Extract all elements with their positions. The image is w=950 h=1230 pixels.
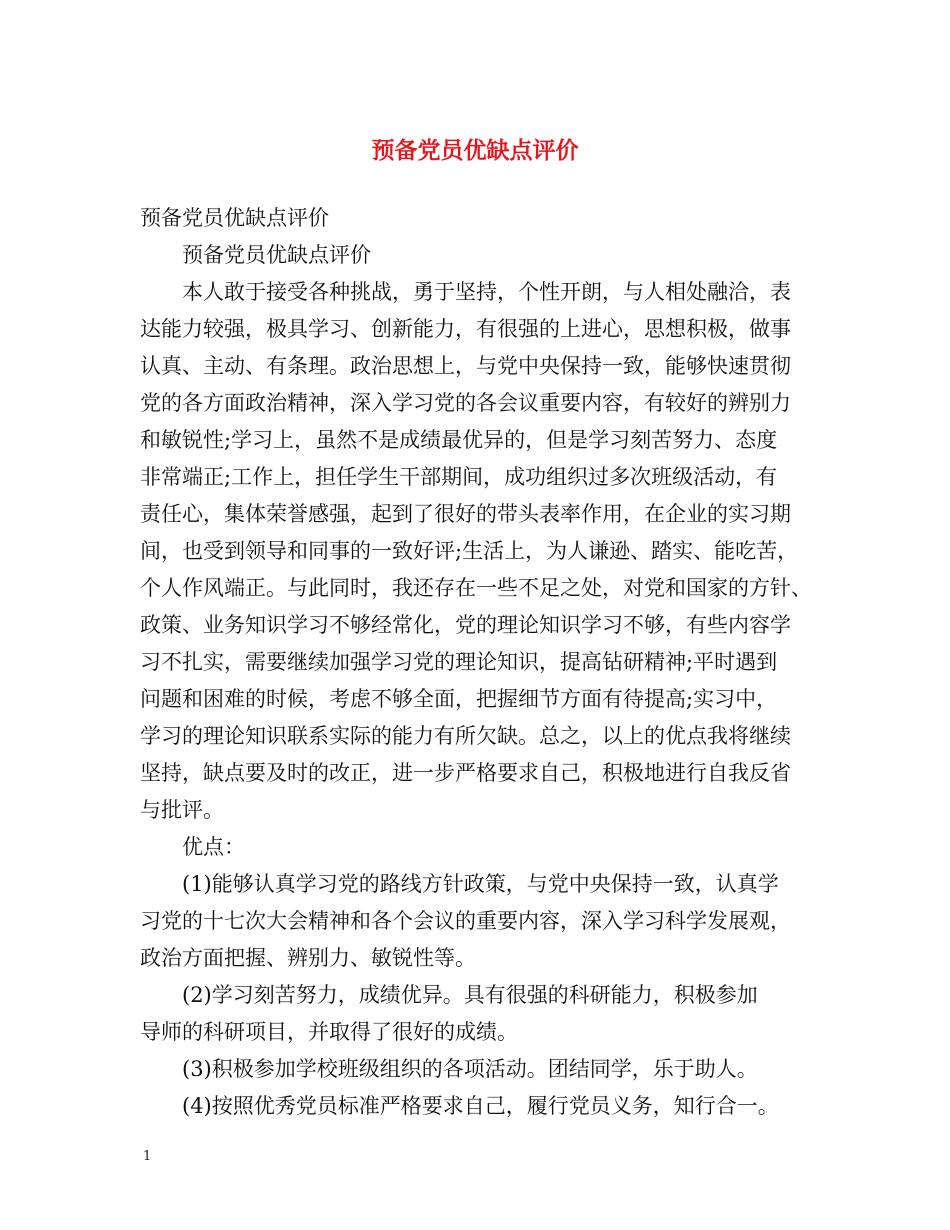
text-line: 党的各方面政治精神，深入学习党的各会议重要内容，有较好的辨别力 [140,391,791,415]
page-number: 1 [143,1149,152,1164]
text-line: 认真、主动、有条理。政治思想上，与党中央保持一致，能够快速贯彻 [140,354,791,378]
text-line: 导师的科研项目，并取得了很好的成绩。 [140,1020,518,1044]
text-line: 学习的理论知识联系实际的能力有所欠缺。总之，以上的优点我将继续 [140,724,791,748]
text-line: (3)积极参加学校班级组织的各项活动。团结同学，乐于助人。 [140,1057,758,1081]
text-line: 预备党员优缺点评价 [140,206,329,230]
text-line: 本人敢于接受各种挑战，勇于坚持，个性开朗，与人相处融洽，表 [140,280,791,304]
document-title: 预备党员优缺点评价 [371,137,579,164]
text-line: 达能力较强，极具学习、创新能力，有很强的上进心，思想积极，做事 [140,317,791,341]
text-line: (1)能够认真学习党的路线方针政策，与党中央保持一致，认真学 [140,872,779,896]
text-line: 政治方面把握、辨别力、敏锐性等。 [140,946,476,970]
text-line: 个人作风端正。与此同时，我还存在一些不足之处，对党和国家的方针、 [140,576,812,600]
text-line: 政策、业务知识学习不够经常化，党的理论知识学习不够，有些内容学 [140,613,791,637]
text-line: 问题和困难的时候，考虑不够全面，把握细节方面有待提高;实习中， [140,687,778,711]
text-line: 与批评。 [140,798,224,822]
text-line: 责任心，集体荣誉感强，起到了很好的带头表率作用，在企业的实习期 [140,502,791,526]
text-line: 习不扎实，需要继续加强学习党的理论知识，提高钻研精神;平时遇到 [140,650,778,674]
text-line: 预备党员优缺点评价 [140,243,371,267]
text-line: 习党的十七次大会精神和各个会议的重要内容，深入学习科学发展观， [140,909,791,933]
text-line: 非常端正;工作上，担任学生干部期间，成功组织过多次班级活动，有 [140,465,778,489]
text-line: 间，也受到领导和同事的一致好评;生活上，为人谦逊、踏实、能吃苦， [140,539,799,563]
text-line: 优点： [140,835,245,859]
text-line: 坚持，缺点要及时的改正，进一步严格要求自己，积极地进行自我反省 [140,761,791,785]
text-line: (2)学习刻苦努力，成绩优异。具有很强的科研能力，积极参加 [140,983,758,1007]
text-line: (4)按照优秀党员标准严格要求自己，履行党员义务，知行合一。 [140,1094,779,1118]
text-line: 和敏锐性;学习上，虽然不是成绩最优异的，但是学习刻苦努力、态度 [140,428,778,452]
